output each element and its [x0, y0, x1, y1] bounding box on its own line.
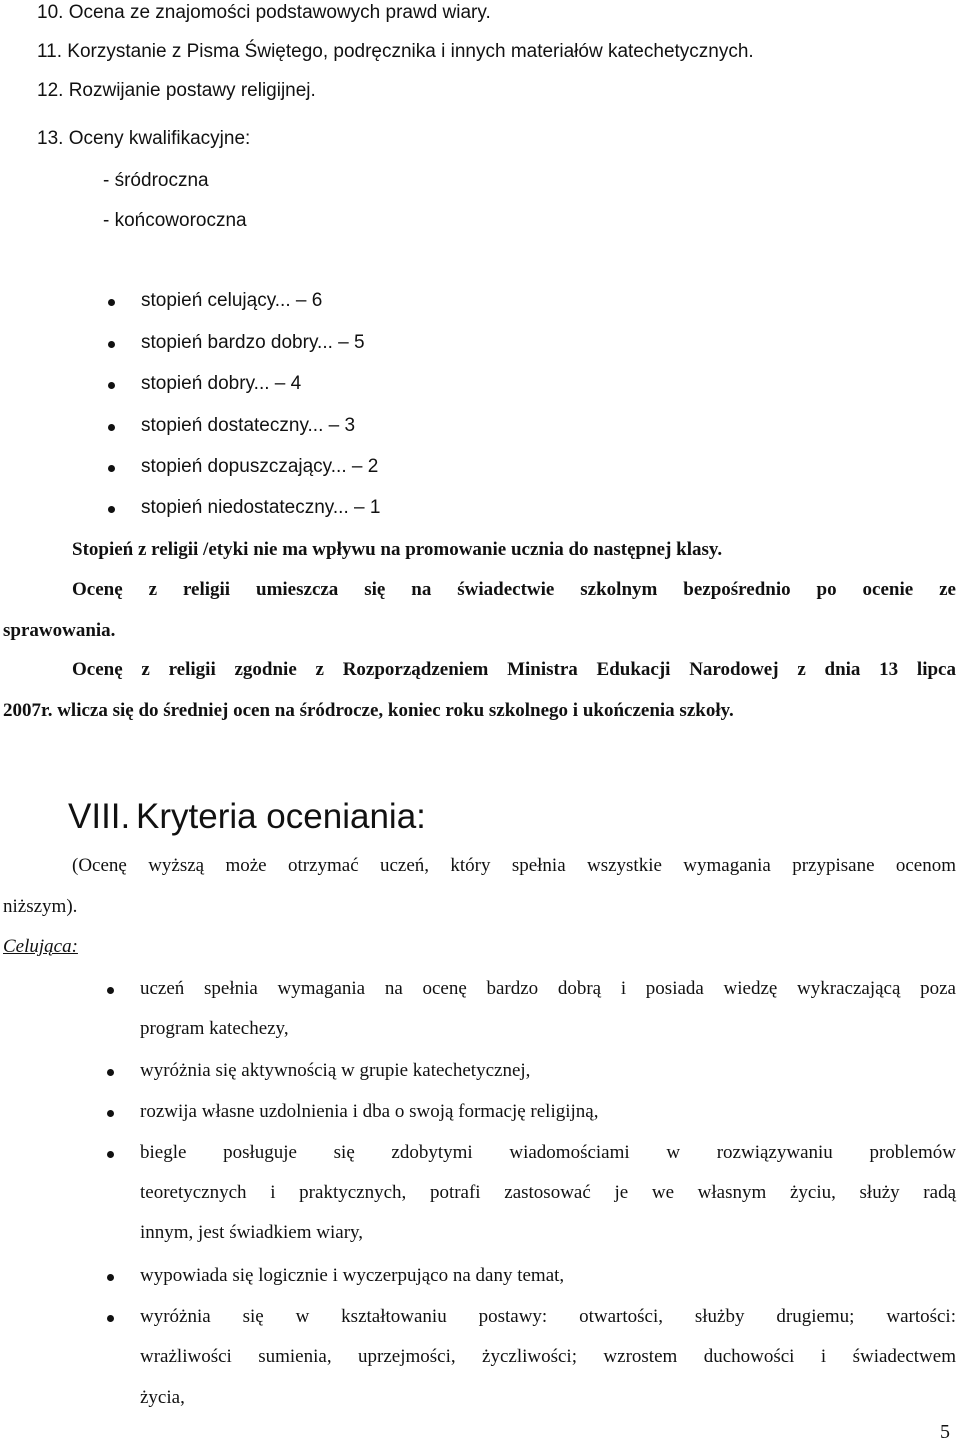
list-item-12: 12. Rozwijanie postawy religijnej.	[37, 80, 316, 101]
page-number: 5	[940, 1421, 950, 1443]
list-item-11: 11. Korzystanie z Pisma Świętego, podręcznika i innych materiałów katechetycznych.	[37, 41, 754, 62]
bullet-icon	[108, 341, 115, 348]
section-title: Kryteria oceniania:	[136, 797, 426, 836]
criterion-6-line1: wyróżnia się w kształtowaniu postawy: otwartości, służby drugiemu; wartości:	[140, 1306, 956, 1327]
bullet-icon	[108, 299, 115, 306]
rule-paragraph-regulation-line1: Ocenę z religii zgodnie z Rozporządzeniem Ministra Edukacji Narodowej z dnia 13 lipca	[72, 659, 956, 680]
criterion-2: wyróżnia się aktywnością w grupie katechetycznej,	[140, 1060, 531, 1081]
bullet-icon	[108, 424, 115, 431]
criterion-4-line3: innym, jest świadkiem wiary,	[140, 1222, 364, 1243]
rule-paragraph-regulation-line2: 2007r. wlicza się do średniej ocen na śródrocze, koniec roku szkolnego i ukończenia szkoły.	[3, 700, 734, 721]
criterion-6-line3: życia,	[140, 1387, 185, 1408]
rule-paragraph-certificate-line2: sprawowania.	[3, 620, 116, 641]
section-intro-line1: (Ocenę wyższą może otrzymać uczeń, który spełnia wszystkie wymagania przypisane ocenom	[72, 855, 956, 876]
section-intro-line2: niższym).	[3, 896, 78, 917]
list-item-13: 13. Oceny kwalifikacyjne:	[37, 128, 251, 149]
bullet-icon	[107, 1151, 114, 1158]
bullet-icon	[107, 1069, 114, 1076]
dash-item-koncoworoczna: - końcoworoczna	[103, 210, 247, 231]
criterion-5: wypowiada się logicznie i wyczerpująco na dany temat,	[140, 1265, 565, 1286]
criterion-3: rozwija własne uzdolnienia i dba o swoją formację religijną,	[140, 1101, 599, 1122]
rule-paragraph-certificate-line1: Ocenę z religii umieszcza się na świadectwie szkolnym bezpośrednio po ocenie ze	[72, 579, 956, 600]
list-item-10: 10. Ocena ze znajomości podstawowych prawd wiary.	[37, 2, 491, 23]
section-number: VIII.	[68, 797, 131, 836]
bullet-icon	[107, 987, 114, 994]
bullet-icon	[107, 1110, 114, 1117]
section-heading	[68, 797, 426, 837]
bullet-icon	[108, 506, 115, 513]
criterion-4-line2: teoretycznych i praktycznych, potrafi zastosować je we własnym życiu, służy radą	[140, 1182, 956, 1203]
criterion-6-line2: wrażliwości sumienia, uprzejmości, życzliwości; wzrostem duchowości i świadectwem	[140, 1346, 956, 1367]
criterion-1-line1: uczeń spełnia wymagania na ocenę bardzo dobrą i posiada wiedzę wykraczającą poza	[140, 978, 956, 999]
criterion-1-line2: program katechezy,	[140, 1018, 289, 1039]
bullet-icon	[108, 382, 115, 389]
grade-heading-celujaca: Celująca:	[3, 936, 78, 957]
dash-item-srodroczna: - śródroczna	[103, 170, 209, 191]
bullet-icon	[107, 1274, 114, 1281]
bullet-icon	[108, 465, 115, 472]
criterion-4-line1: biegle posługuje się zdobytymi wiadomościami w rozwiązywaniu problemów	[140, 1142, 956, 1163]
rule-paragraph-promotion: Stopień z religii /etyki nie ma wpływu na promowanie ucznia do następnej klasy.	[72, 539, 723, 560]
bullet-icon	[107, 1315, 114, 1322]
